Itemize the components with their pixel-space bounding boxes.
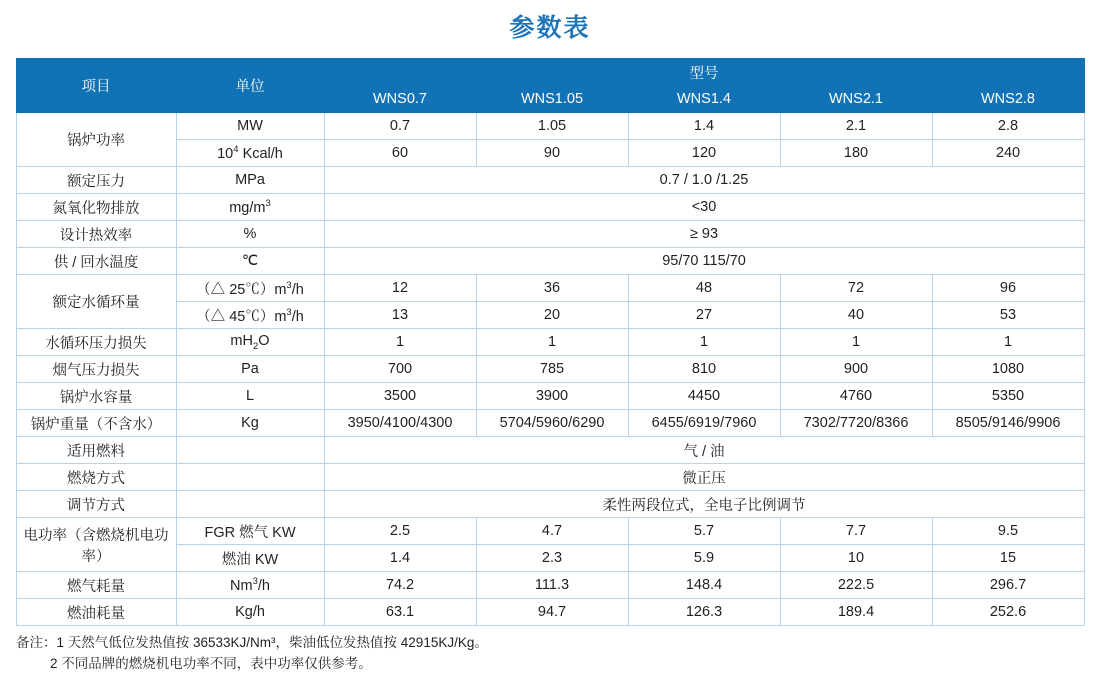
cell-value: 20 <box>476 302 628 329</box>
row-item-label: 额定水循环量 <box>16 275 176 329</box>
row-unit-label: MW <box>176 113 324 140</box>
table-row <box>16 491 1084 518</box>
row-unit-label <box>176 437 324 464</box>
cell-value: 2.5 <box>324 518 476 545</box>
row-unit-label: % <box>176 221 324 248</box>
cell-value: 296.7 <box>932 572 1084 599</box>
row-unit-label: $10^4$ Kcal/h <box>176 140 324 167</box>
row-item-label: 锅炉水容量 <box>16 383 176 410</box>
cell-value: 60 <box>324 140 476 167</box>
table-row <box>16 599 1084 626</box>
table-row <box>16 437 1084 464</box>
row-unit-label <box>176 464 324 491</box>
cell-value: 12 <box>324 275 476 302</box>
cell-value: 1 <box>932 329 1084 356</box>
row-item-label: 水循环压力损失 <box>16 329 176 356</box>
row-item-label: 电功率（含燃烧机电功率） <box>16 518 176 572</box>
row-item-label: 设计热效率 <box>16 221 176 248</box>
note-line-1 <box>16 633 1084 654</box>
cell-value: 2.8 <box>932 113 1084 140</box>
table-row <box>16 248 1084 275</box>
cell-value: 1.4 <box>628 113 780 140</box>
cell-value: 63.1 <box>324 599 476 626</box>
row-unit-label: $mH_2O$ <box>176 329 324 356</box>
cell-value: 72 <box>780 275 932 302</box>
cell-value: 785 <box>476 356 628 383</box>
row-unit-label: ℃ <box>176 248 324 275</box>
row-item-label: 额定压力 <box>16 167 176 194</box>
cell-value: 90 <box>476 140 628 167</box>
cell-value: 40 <box>780 302 932 329</box>
table-row <box>16 329 1084 356</box>
cell-value-span: 0.7 / 1.0 /1.25 <box>324 167 1084 194</box>
table-row <box>16 167 1084 194</box>
cell-value: 8505/9146/9906 <box>932 410 1084 437</box>
header-model-1: WNS1.05 <box>476 86 628 113</box>
row-unit-label: Pa <box>176 356 324 383</box>
table-row <box>16 194 1084 221</box>
row-unit-label: L <box>176 383 324 410</box>
row-unit-label: FGR 燃气 KW <box>176 518 324 545</box>
table-row <box>16 140 1084 167</box>
cell-value-span: <30 <box>324 194 1084 221</box>
row-item-label: 调节方式 <box>16 491 176 518</box>
table-row <box>16 518 1084 545</box>
row-unit-label: （△ $45℃)m^3/h$ <box>176 302 324 329</box>
table-row <box>16 383 1084 410</box>
header-unit: 单位 <box>176 59 324 113</box>
row-item-label: 锅炉功率 <box>16 113 176 167</box>
cell-value: 5704/5960/6290 <box>476 410 628 437</box>
table-row <box>16 464 1084 491</box>
cell-value: 1080 <box>932 356 1084 383</box>
cell-value: 4450 <box>628 383 780 410</box>
cell-value: 222.5 <box>780 572 932 599</box>
cell-value: 810 <box>628 356 780 383</box>
table-row <box>16 113 1084 140</box>
row-item-label: 氮氧化物排放 <box>16 194 176 221</box>
cell-value: 3500 <box>324 383 476 410</box>
cell-value: 27 <box>628 302 780 329</box>
table-row <box>16 302 1084 329</box>
header-model-2: WNS1.4 <box>628 86 780 113</box>
row-unit-label: Kg/h <box>176 599 324 626</box>
row-item-label: 适用燃料 <box>16 437 176 464</box>
cell-value: 2.3 <box>476 545 628 572</box>
cell-value: 900 <box>780 356 932 383</box>
cell-value-span: ≥ 93 <box>324 221 1084 248</box>
cell-value: 13 <box>324 302 476 329</box>
cell-value: 4760 <box>780 383 932 410</box>
cell-value: 1 <box>628 329 780 356</box>
row-item-label: 燃烧方式 <box>16 464 176 491</box>
row-item-label: 锅炉重量（不含水） <box>16 410 176 437</box>
row-item-label: 燃气耗量 <box>16 572 176 599</box>
table-row <box>16 221 1084 248</box>
row-unit-label: （△ $25℃)m^3/h$ <box>176 275 324 302</box>
cell-value: 96 <box>932 275 1084 302</box>
header-model-3: WNS2.1 <box>780 86 932 113</box>
cell-value: 180 <box>780 140 932 167</box>
row-item-label: 燃油耗量 <box>16 599 176 626</box>
cell-value: 53 <box>932 302 1084 329</box>
cell-value: 240 <box>932 140 1084 167</box>
cell-value-span: 95/70 115/70 <box>324 248 1084 275</box>
row-unit-label: Kg <box>176 410 324 437</box>
cell-value: 1 <box>476 329 628 356</box>
cell-value: 126.3 <box>628 599 780 626</box>
note-line-2 <box>16 654 1084 675</box>
cell-value: 4.7 <box>476 518 628 545</box>
table-row <box>16 410 1084 437</box>
cell-value: 120 <box>628 140 780 167</box>
cell-value: 94.7 <box>476 599 628 626</box>
cell-value: 74.2 <box>324 572 476 599</box>
row-item-label: 烟气压力损失 <box>16 356 176 383</box>
cell-value: 10 <box>780 545 932 572</box>
table-row <box>16 356 1084 383</box>
cell-value-span: 柔性两段位式，全电子比例调节 <box>324 491 1084 518</box>
cell-value: 148.4 <box>628 572 780 599</box>
row-item-label: 供 / 回水温度 <box>16 248 176 275</box>
table-header-row-1 <box>16 59 1084 86</box>
cell-value: 3900 <box>476 383 628 410</box>
cell-value: 1 <box>780 329 932 356</box>
cell-value: 7.7 <box>780 518 932 545</box>
cell-value: 1.4 <box>324 545 476 572</box>
note-text-2: 2 不同品牌的燃烧机电功率不同，表中功率仅供参考。 <box>50 655 372 671</box>
row-unit-label <box>176 491 324 518</box>
cell-value-span: 气 / 油 <box>324 437 1084 464</box>
row-unit-label: 燃油 KW <box>176 545 324 572</box>
table-row <box>16 275 1084 302</box>
header-item: 项目 <box>16 59 176 113</box>
cell-value-span: 微正压 <box>324 464 1084 491</box>
notes-block <box>16 633 1084 675</box>
row-unit-label: Nm$^3$/h <box>176 572 324 599</box>
note-text-1: 1 天然气低位发热值按 36533KJ/Nm³，柴油低位发热值按 42915KJ/Kg。 <box>56 635 488 650</box>
cell-value: 5.7 <box>628 518 780 545</box>
notes-label: 备注： <box>16 635 57 650</box>
cell-value: 189.4 <box>780 599 932 626</box>
cell-value: 7302/7720/8366 <box>780 410 932 437</box>
cell-value: 111.3 <box>476 572 628 599</box>
table-row <box>16 572 1084 599</box>
cell-value: 2.1 <box>780 113 932 140</box>
row-unit-label: MPa <box>176 167 324 194</box>
cell-value: 48 <box>628 275 780 302</box>
header-model-4: WNS2.8 <box>932 86 1084 113</box>
cell-value: 1.05 <box>476 113 628 140</box>
cell-value: 5350 <box>932 383 1084 410</box>
header-model-0: WNS0.7 <box>324 86 476 113</box>
cell-value: 3950/4100/4300 <box>324 410 476 437</box>
table-row <box>16 545 1084 572</box>
cell-value: 0.7 <box>324 113 476 140</box>
specification-table <box>16 58 1085 626</box>
cell-value: 252.6 <box>932 599 1084 626</box>
cell-value: 36 <box>476 275 628 302</box>
row-unit-label: $mg/m^3$ <box>176 194 324 221</box>
cell-value: 15 <box>932 545 1084 572</box>
cell-value: 9.5 <box>932 518 1084 545</box>
page-title: 参数表 <box>509 14 591 42</box>
cell-value: 5.9 <box>628 545 780 572</box>
cell-value: 700 <box>324 356 476 383</box>
header-model-group: 型号 <box>324 59 1084 86</box>
cell-value: 6455/6919/7960 <box>628 410 780 437</box>
cell-value: 1 <box>324 329 476 356</box>
